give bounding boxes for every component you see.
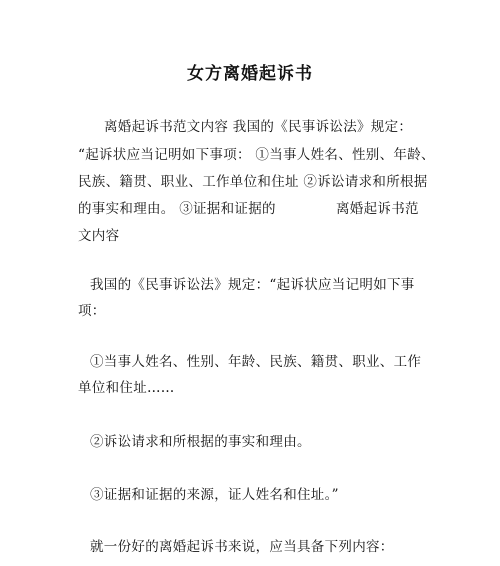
item-2: ②诉讼请求和所根据的事实和理由。 [90, 434, 311, 450]
intro-line-4b: 离婚起诉书范 [336, 201, 419, 217]
intro-line-2: “起诉状应当记明如下事项： ①当事人姓名、性别、年龄、 [78, 147, 435, 163]
intro-line-4a: 的事实和理由。 ③证据和证据的 [78, 201, 276, 217]
intro-line-1: 离婚起诉书范文内容 我国的《民事诉讼法》规定： [104, 119, 413, 135]
law-quote-line-1: 我国的《民事诉讼法》规定：“起诉状应当记明如下事 [90, 277, 415, 293]
closing-line: 就一份好的离婚起诉书来说，应当具备下列内容： [90, 539, 394, 555]
item-1-line-2: 单位和住址…… [78, 380, 175, 396]
document-title: 女方离婚起诉书 [187, 64, 313, 84]
law-quote-line-2: 项： [78, 303, 106, 319]
item-3: ③证据和证据的来源，证人姓名和住址。” [90, 487, 339, 503]
item-1-line-1: ①当事人姓名、性别、年龄、民族、籍贯、职业、工作 [90, 354, 422, 370]
intro-line-3: 民族、籍贯、职业、工作单位和住址 ②诉讼请求和所根据 [78, 174, 428, 190]
intro-line-5: 文内容 [78, 228, 120, 244]
